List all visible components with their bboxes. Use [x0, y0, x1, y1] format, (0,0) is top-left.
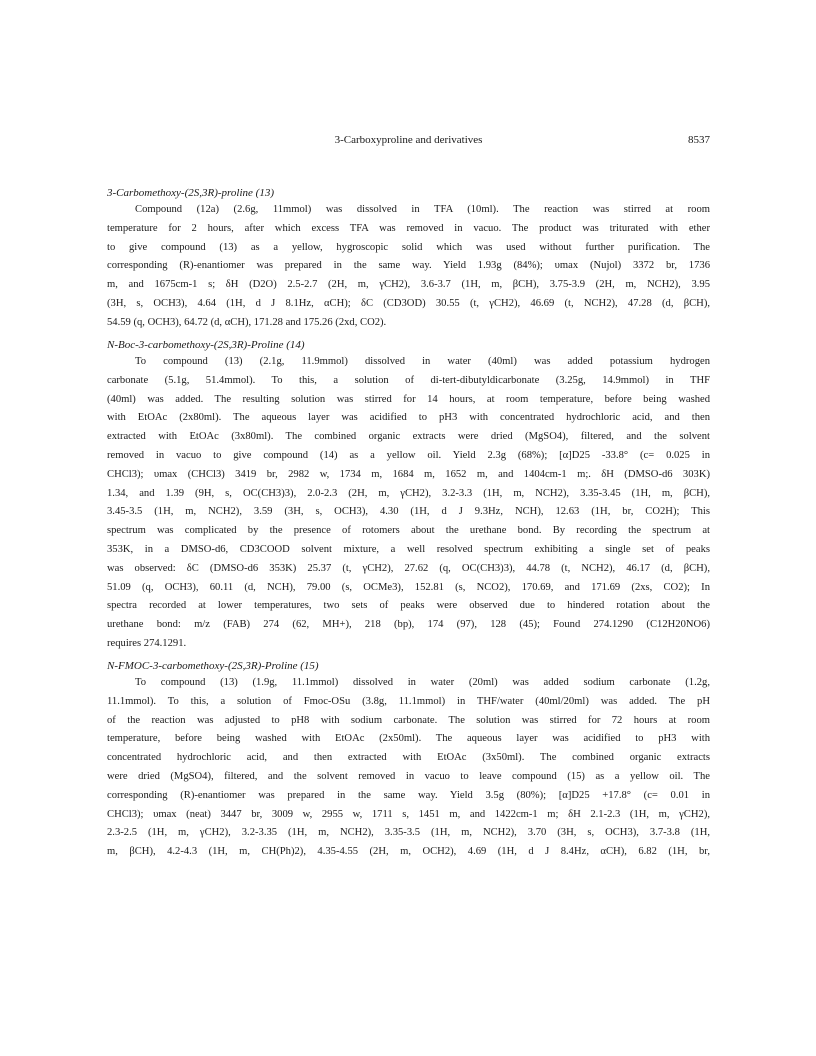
- text-line: 51.09 (q, OCH3), 60.11 (d, NCH), 79.00 (s, OCMe3), 152.81 (s, NCO2), 170.69, and 171.69 (2xs, CO2); In: [107, 581, 710, 593]
- text-line: removed in vacuo to give compound (14) as a yellow oil. Yield 2.3g (68%); [α]D25 -33.8° (c= 0.025 in: [107, 449, 710, 461]
- text-line: Compound (12a) (2.6g, 11mmol) was dissolved in TFA (10ml). The reaction was stirred at room: [135, 204, 710, 215]
- text-line: were dried (MgSO4), filtered, and the solvent removed in vacuo to leave compound (15) as a yellow oil. The: [107, 770, 710, 782]
- text-line: carbonate (5.1g, 51.4mmol). To this, a solution of di-tert-dibutyldicarbonate (3.25g, 14.9mmol) in THF: [107, 374, 710, 386]
- text-line: 2.3-2.5 (1H, m, γCH2), 3.2-3.35 (1H, m, NCH2), 3.35-3.5 (1H, m, NCH2), 3.70 (3H, s, OCH3), 3.7-3.8 (1H,: [107, 827, 710, 839]
- text-line: 54.59 (q, OCH3), 64.72 (d, αCH), 171.28 and 175.26 (2xd, CO2).: [107, 316, 387, 328]
- text-line: concentrated hydrochloric acid, and then extracted with EtOAc (3x50ml). The combined organic extracts: [107, 752, 710, 764]
- text-line: To compound (13) (2.1g, 11.9mmol) dissolved in water (40ml) was added potassium hydrogen: [135, 356, 710, 367]
- section-body: [107, 201, 710, 333]
- page-number: 8537: [688, 134, 710, 146]
- text-line: (40ml) was added. The resulting solution was stirred for 14 hours, at room temperature, before being washed: [107, 393, 710, 405]
- text-line: was observed: δC (DMSO-d6 353K) 25.37 (t, γCH2), 27.62 (q, OC(CH3)3), 44.78 (t, NCH2), 46.17 (d, βCH),: [107, 562, 710, 574]
- text-line: 1.34, and 1.39 (9H, s, OC(CH3)3), 2.0-2.3 (2H, m, γCH2), 3.2-3.3 (1H, m, NCH2), 3.35-3.45 (1H, m, βCH),: [107, 487, 710, 499]
- text-line: of the reaction was adjusted to pH8 with sodium carbonate. The solution was stirred for 72 hours at room: [107, 714, 710, 726]
- text-line: requires 274.1291.: [107, 637, 187, 649]
- text-line: m, and 1675cm-1 s; δH (D2O) 2.5-2.7 (2H, m, γCH2), 3.6-3.7 (1H, m, βCH), 3.75-3.9 (2H, m, NCH2), 3.95: [107, 279, 710, 291]
- text-line: CHCl3); υmax (CHCl3) 3419 br, 2982 w, 1734 m, 1684 m, 1652 m, and 1404cm-1 m;. δH (DMSO-d6 303K): [107, 468, 710, 480]
- text-line: corresponding (R)-enantiomer was prepared in the same way. Yield 3.5g (80%); [α]D25 +17.8° (c= 0.01 in: [107, 789, 710, 801]
- text-line: (3H, s, OCH3), 4.64 (1H, d J 8.1Hz, αCH); δC (CD3OD) 30.55 (t, γCH2), 46.69 (t, NCH2), 47.28 (d, βCH),: [107, 297, 710, 309]
- section-heading: N-Boc-3-carbomethoxy-(2S,3R)-Proline (14): [107, 339, 305, 351]
- section-heading: N-FMOC-3-carbomethoxy-(2S,3R)-Proline (15): [107, 660, 319, 672]
- text-line: m, βCH), 4.2-4.3 (1H, m, CH(Ph)2), 4.35-4.55 (2H, m, OCH2), 4.69 (1H, d J 8.4Hz, αCH), 6.82 (1H, br,: [107, 846, 710, 858]
- text-line: 353K, in a DMSO-d6, CD3COOD solvent mixture, a well resolved spectrum exhibiting a single set of peaks: [107, 543, 710, 555]
- section-compound-13: [107, 185, 710, 333]
- section-heading: 3-Carbomethoxy-(2S,3R)-proline (13): [107, 187, 274, 199]
- text-line: CHCl3); υmax (neat) 3447 br, 3009 w, 2955 w, 1711 s, 1451 m, and 1422cm-1 m; δH 2.1-2.3 (1H, m, γCH2),: [107, 808, 710, 820]
- text-line: with EtOAc (2x80ml). The aqueous layer was acidified to pH3 with concentrated hydrochloric acid, and then: [107, 412, 710, 424]
- text-line: urethane bond: m/z (FAB) 274 (62, MH+), 218 (bp), 174 (97), 128 (45); Found 274.1290 (C12H20NO6): [107, 619, 710, 631]
- section-body: [107, 353, 710, 654]
- text-line: To compound (13) (1.9g, 11.1mmol) dissolved in water (20ml) was added sodium carbonate (1.2g,: [135, 677, 710, 688]
- section-compound-15: [107, 658, 710, 862]
- text-line: corresponding (R)-enantiomer was prepared in the same way. Yield 1.93g (84%); υmax (Nujol) 3372 br, 1736: [107, 260, 710, 272]
- running-title: 3-Carboxyproline and derivatives: [334, 134, 483, 146]
- text-line: 3.45-3.5 (1H, m, NCH2), 3.59 (3H, s, OCH3), 4.30 (1H, d J 9.3Hz, NCH), 12.63 (1H, br, CO2H); This: [107, 506, 710, 518]
- text-line: spectra recorded at lower temperatures, two sets of peaks were observed due to hindered rotation about the: [107, 600, 710, 612]
- text-line: extracted with EtOAc (3x80ml). The combined organic extracts were dried (MgSO4), filtered, and the solvent: [107, 431, 710, 443]
- text-line: temperature, before being washed with EtOAc (2x50ml). The aqueous layer was acidified to pH3 with: [107, 733, 710, 745]
- text-line: 11.1mmol). To this, a solution of Fmoc-OSu (3.8g, 11.1mmol) in THF/water (40ml/20ml) was added. The pH: [107, 695, 710, 707]
- section-body: [107, 674, 710, 862]
- text-line: to give compound (13) as a yellow, hygroscopic solid which was used without further purification. The: [107, 241, 710, 253]
- section-compound-14: [107, 337, 710, 654]
- text-line: spectrum was complicated by the presence of rotomers about the urethane bond. By recording the spectrum at: [107, 525, 710, 537]
- running-head: [107, 134, 710, 150]
- text-line: temperature for 2 hours, after which excess TFA was removed in vacuo. The product was triturated with ether: [107, 222, 710, 234]
